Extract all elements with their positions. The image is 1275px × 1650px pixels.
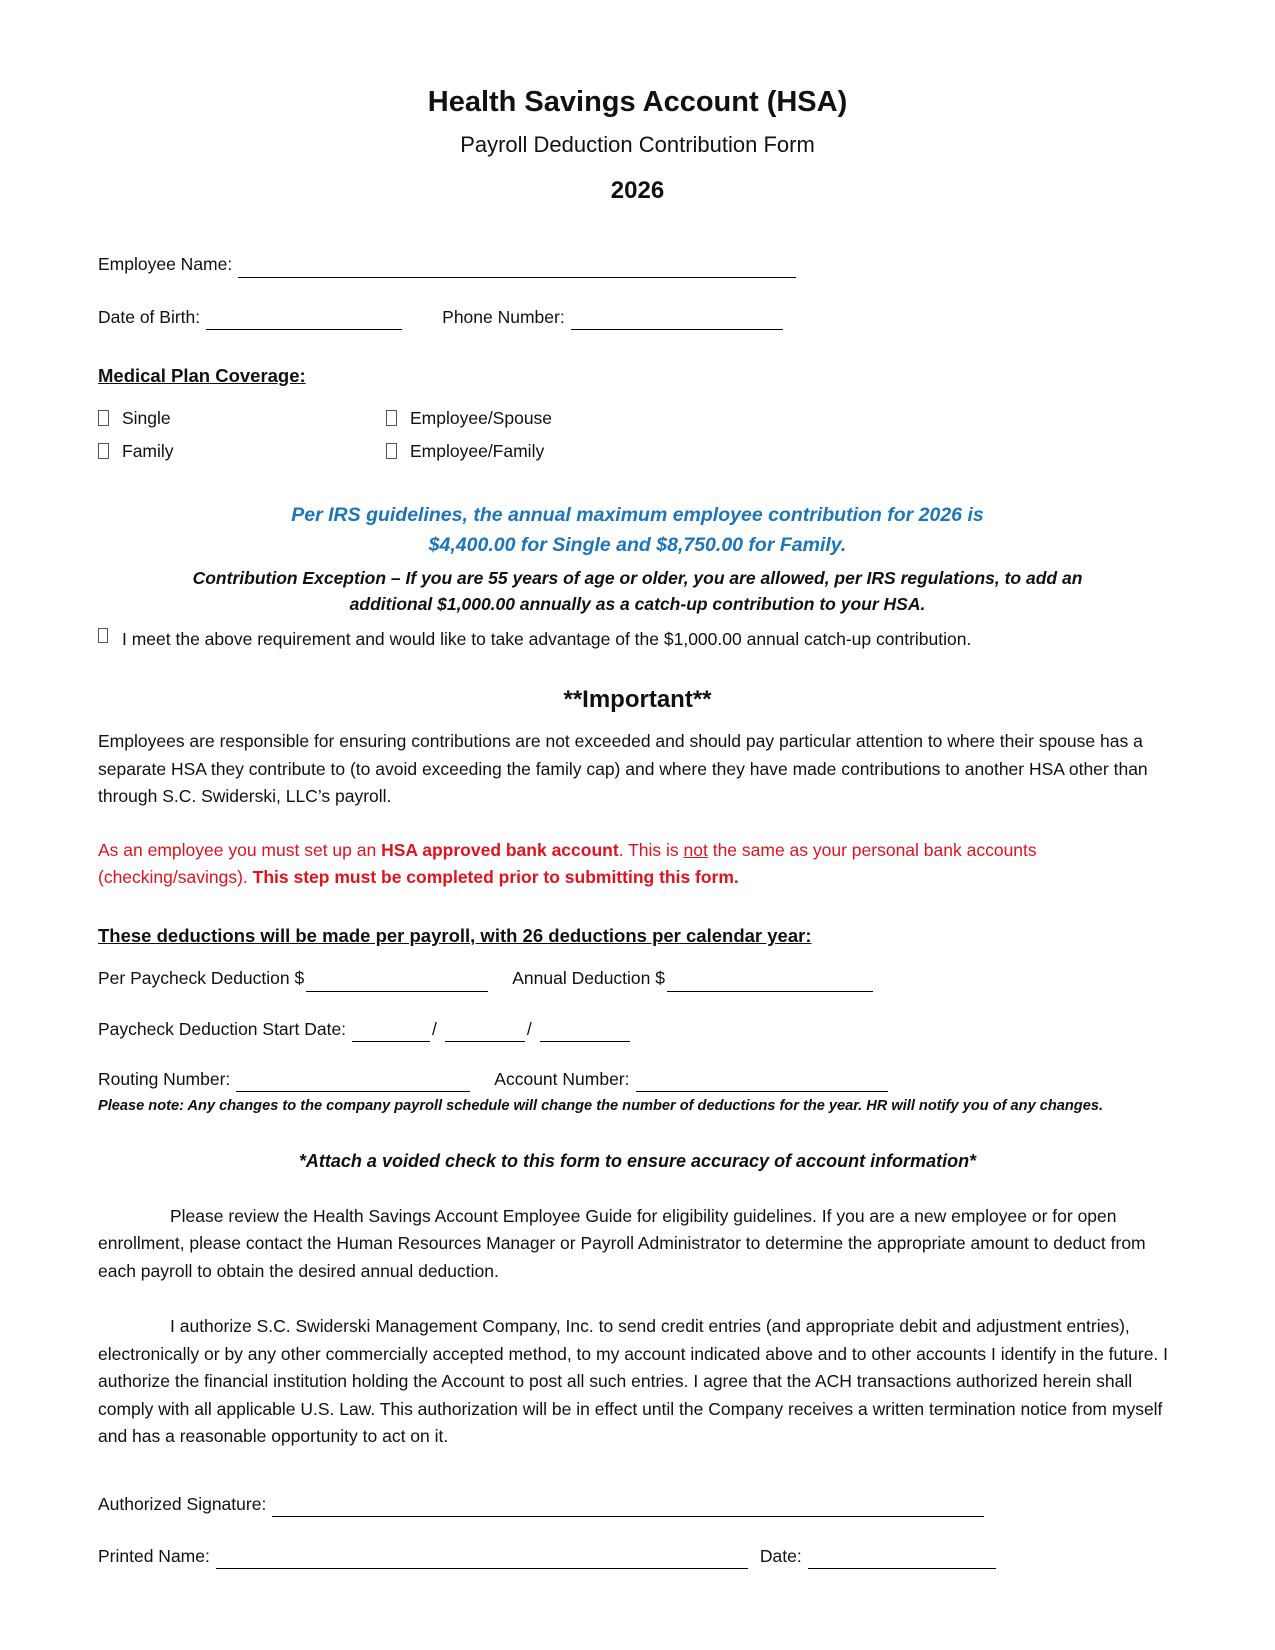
printed-name-field[interactable] xyxy=(216,1547,748,1569)
routing-account-row xyxy=(98,1066,1177,1092)
phone-field[interactable] xyxy=(571,308,783,330)
date-separator-1: / xyxy=(432,1018,437,1039)
account-number-field[interactable] xyxy=(636,1070,888,1092)
option-single-label: Single xyxy=(122,407,171,428)
per-paycheck-field[interactable] xyxy=(306,970,488,992)
bank-warning-part3: the same as your personal bank accounts (checking/savings). xyxy=(98,839,1037,888)
authorized-signature-field[interactable] xyxy=(272,1495,984,1517)
review-paragraph: Please review the Health Savings Account Employee Guide for eligibility guidelines. If you are a new employee or for open enrollment, please contact the Human Resources Manager or Payroll Administrator to determine the appropriate amount to deduct from each payroll to obtain the desired annual deduction. xyxy=(98,1206,1146,1281)
contribution-exception-line1: Contribution Exception – If you are 55 years of age or older, you are allowed, per IRS regulations, to add an xyxy=(192,567,1083,588)
account-number-label: Account Number: xyxy=(494,1068,630,1089)
important-heading: **Important** xyxy=(563,686,712,714)
option-employee-family-label: Employee/Family xyxy=(410,440,545,461)
bank-warning-part2: . This is xyxy=(618,839,684,860)
contribution-exception-note xyxy=(98,565,1177,618)
option-family xyxy=(98,438,386,464)
date-separator-2: / xyxy=(526,1018,532,1039)
medical-plan-options xyxy=(98,405,1177,465)
signature-date-field[interactable] xyxy=(808,1547,996,1569)
form-subtitle: Payroll Deduction Contribution Form xyxy=(460,132,815,158)
phone-label: Phone Number: xyxy=(442,306,565,327)
irs-guidelines-note xyxy=(98,500,1177,560)
checkbox-catchup[interactable] xyxy=(98,628,108,643)
checkbox-employee-family[interactable] xyxy=(386,443,397,459)
routing-number-label: Routing Number: xyxy=(98,1068,231,1089)
annual-deduction-label: Annual Deduction $ xyxy=(512,968,665,989)
form-title: Health Savings Account (HSA) xyxy=(427,86,848,118)
start-date-label: Paycheck Deduction Start Date: xyxy=(98,1018,347,1039)
per-paycheck-label: Per Paycheck Deduction $ xyxy=(98,968,305,989)
start-date-day-field[interactable] xyxy=(445,1020,525,1042)
deduction-amount-row xyxy=(98,965,1177,991)
catchup-label: I meet the above requirement and would like to take advantage of the $1,000.00 annual catch-up contribution. xyxy=(122,629,972,650)
form-year: 2026 xyxy=(610,177,665,205)
medical-plan-heading: Medical Plan Coverage: xyxy=(98,364,306,386)
bank-warning-bold2: This step must be completed prior to submitting this form. xyxy=(252,867,739,888)
authorization-paragraph: I authorize S.C. Swiderski Management Company, Inc. to send credit entries (and appropriate debit and adjustment entries), electronically or by any other commercially accepted method, to my account indicated above and to other accounts I identify in the future. I authorize the financial institution holding the Account to post all such entries. I agree that the ACH transactions authorized herein shall comply with all applicable U.S. Law. This authorization will be in effect until the Company receives a written termination notice from myself and has a reasonable opportunity to act on it. xyxy=(98,1316,1169,1447)
checkbox-single[interactable] xyxy=(98,410,109,426)
authorized-signature-label: Authorized Signature: xyxy=(98,1493,267,1514)
printed-name-row xyxy=(98,1543,1177,1569)
start-date-year-field[interactable] xyxy=(540,1020,630,1042)
annual-deduction-field[interactable] xyxy=(667,970,873,992)
bank-account-warning xyxy=(98,837,1177,892)
bank-warning-underlined: not xyxy=(683,839,708,860)
bank-warning-bold1: HSA approved bank account xyxy=(381,839,619,860)
option-employee-spouse xyxy=(386,405,1177,431)
dob-phone-row xyxy=(98,304,1177,330)
option-employee-spouse-label: Employee/Spouse xyxy=(410,407,553,428)
dob-label: Date of Birth: xyxy=(98,306,201,327)
employee-name-label: Employee Name: xyxy=(98,254,233,275)
checkbox-employee-spouse[interactable] xyxy=(386,410,397,426)
start-date-row xyxy=(98,1016,1177,1042)
option-employee-family xyxy=(386,438,1177,464)
signature-date-label: Date: xyxy=(759,1546,802,1567)
deductions-heading: These deductions will be made per payroll, with 26 deductions per calendar year: xyxy=(98,924,812,946)
dob-field[interactable] xyxy=(206,308,402,330)
start-date-month-field[interactable] xyxy=(352,1020,430,1042)
catchup-row xyxy=(98,626,1177,652)
payroll-schedule-note: Please note: Any changes to the company payroll schedule will change the number of deductions for the year. HR will notify you of any changes. xyxy=(98,1098,1104,1115)
voided-check-note: *Attach a voided check to this form to ensure accuracy of account information* xyxy=(298,1151,977,1172)
option-family-label: Family xyxy=(122,440,174,461)
printed-name-label: Printed Name: xyxy=(98,1546,210,1567)
irs-guidelines-line1: Per IRS guidelines, the annual maximum employee contribution for 2026 is xyxy=(291,504,984,527)
employee-name-row xyxy=(98,251,1177,277)
routing-number-field[interactable] xyxy=(236,1070,470,1092)
important-paragraph: Employees are responsible for ensuring contributions are not exceeded and should pay particular attention to where their spouse has a separate HSA they contribute to (to avoid exceeding the family cap) and where they have made contributions to another HSA other than through S.C. Swiderski, LLC’s payroll. xyxy=(98,731,1148,807)
checkbox-family[interactable] xyxy=(98,443,109,459)
bank-warning-part1: As an employee you must set up an xyxy=(98,839,382,860)
option-single xyxy=(98,405,386,431)
authorized-signature-row xyxy=(98,1491,1177,1517)
employee-name-field[interactable] xyxy=(238,256,796,278)
contribution-exception-line2: additional $1,000.00 annually as a catch-up contribution to your HSA. xyxy=(349,593,926,614)
irs-guidelines-line2: $4,400.00 for Single and $8,750.00 for Family. xyxy=(428,534,847,557)
